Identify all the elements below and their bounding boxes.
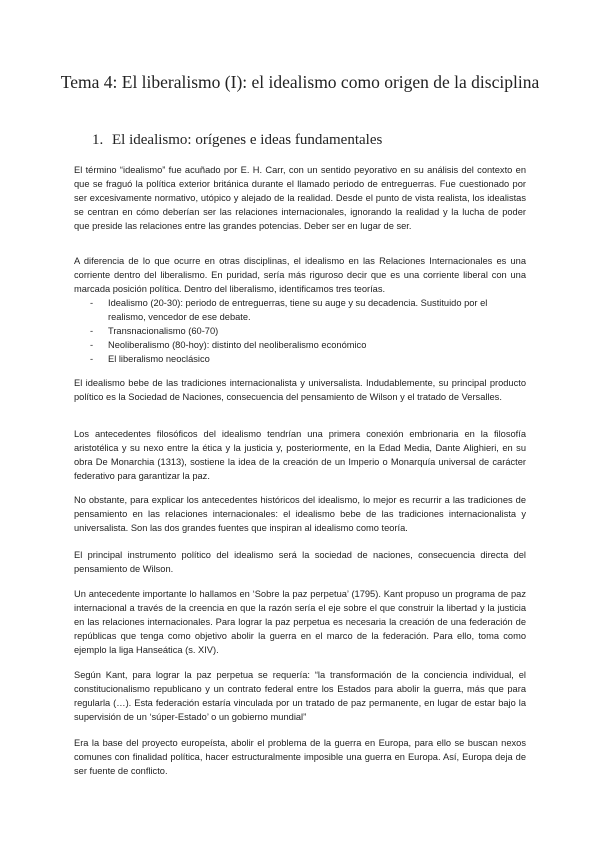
paragraph-6: El principal instrumento político del idealismo será la sociedad de naciones, consecuencia directa del pensamiento de Wilson. [74,550,526,574]
list-item-text: Transnacionalismo (60-70) [108,326,219,336]
paragraph-3: El idealismo bebe de las tradiciones internacionalista y universalista. Indudablemente, su principal producto político es la Sociedad de Naciones, consecuencia del pensamiento de Wilson y el tratado de Versalles. [74,378,526,402]
document-title: Tema 4: El liberalismo (I): el idealismo como origen de la disciplina [60,72,540,92]
paragraph-9: Era la base del proyecto europeísta, abolir el problema de la guerra en Europa, para ello se buscan nexos comunes con finalidad política, hacer estructuralmente imposible una guerra en Europa. Así, Europa deja de ser fuente de conflicto. [74,738,526,776]
list-item [74,352,526,366]
paragraph-8: Según Kant, para lograr la paz perpetua se requería: “la transformación de la conciencia individual, el constitucionalismo republicano y un contrato federal entre los Estados para abolir la guerra, más que para regularla (…). Esta federación estaría vinculada por un tratado de paz permanente, en lugar de estar bajo la supervisión de un ‘súper-Estado’ o un gobierno mundial” [74,670,526,722]
theories-list [74,296,526,366]
paragraph-1: El término “idealismo” fue acuñado por E. H. Carr, con un sentido peyorativo en su análisis del contexto en que se fraguó la política exterior británica durante el llamado periodo de entreguerras. Fue cuestionado por ser excesivamente normativo, utópico y alejado de la realidad. Desde el punto de vista realista, los idealistas se centran en cómo deberían ser las relaciones internacionales, ignorando la realidad y la lucha de poder que preside las relaciones entre las grandes potencias. Deber ser en lugar de ser. [74,165,526,231]
list-dash: - [90,354,94,364]
section-number: 1. [92,132,104,148]
list-item-text: El liberalismo neoclásico [108,354,210,364]
section-heading-text: El idealismo: orígenes e ideas fundamentales [112,132,383,148]
list-item-text: Neoliberalismo (80-hoy): distinto del neoliberalismo económico [108,340,367,350]
list-item [74,324,526,338]
paragraph-2: A diferencia de lo que ocurre en otras disciplinas, el idealismo en las Relaciones Internacionales es una corriente dentro del liberalismo. En puridad, sería más riguroso decir que es una corriente liberal con una marcada posición política. Dentro del liberalismo, identificamos tres teorías. [74,256,526,294]
list-dash: - [90,340,94,350]
list-item [74,338,526,352]
list-item [74,296,526,324]
paragraph-4: Los antecedentes filosóficos del idealismo tendrían una primera conexión embrionaria en la filosofía aristotélica y su nexo entre la ética y la justicia y, posteriormente, en la Edad Media, Dante Alighieri, en su obra De Monarchia (1313), sostiene la idea de la creación de un Imperio o Monarquía universal de carácter federativo para garantizar la paz. [74,429,526,481]
paragraph-7: Un antecedente importante lo hallamos en ‘Sobre la paz perpetua’ (1795). Kant propuso un programa de paz internacional a través de la creencia en que la razón sería el eje sobre el que construir la libertad y la justicia en las relaciones internacionales. Para lograr la paz perpetua es necesaria la creación de una federación de repúblicas que tenga como objetivo abolir la guerra en el marco de la federación. Para ello, toma como ejemplo la liga Hanseática (s. XIV). [74,589,526,655]
list-dash: - [90,326,94,336]
list-dash: - [90,298,94,308]
paragraph-5: No obstante, para explicar los antecedentes históricos del idealismo, lo mejor es recurrir a las tradiciones de pensamiento en las relaciones internacionales: el idealismo bebe de las tradiciones internacionalista y universalista. Son las dos grandes fuentes que inspiran al idealismo como teoría. [74,495,526,533]
list-item-text: Idealismo (20-30): periodo de entreguerras, tiene su auge y su decadencia. Sustituido por el realismo, vencedor de ese debate. [108,298,488,322]
section-heading [92,131,382,149]
